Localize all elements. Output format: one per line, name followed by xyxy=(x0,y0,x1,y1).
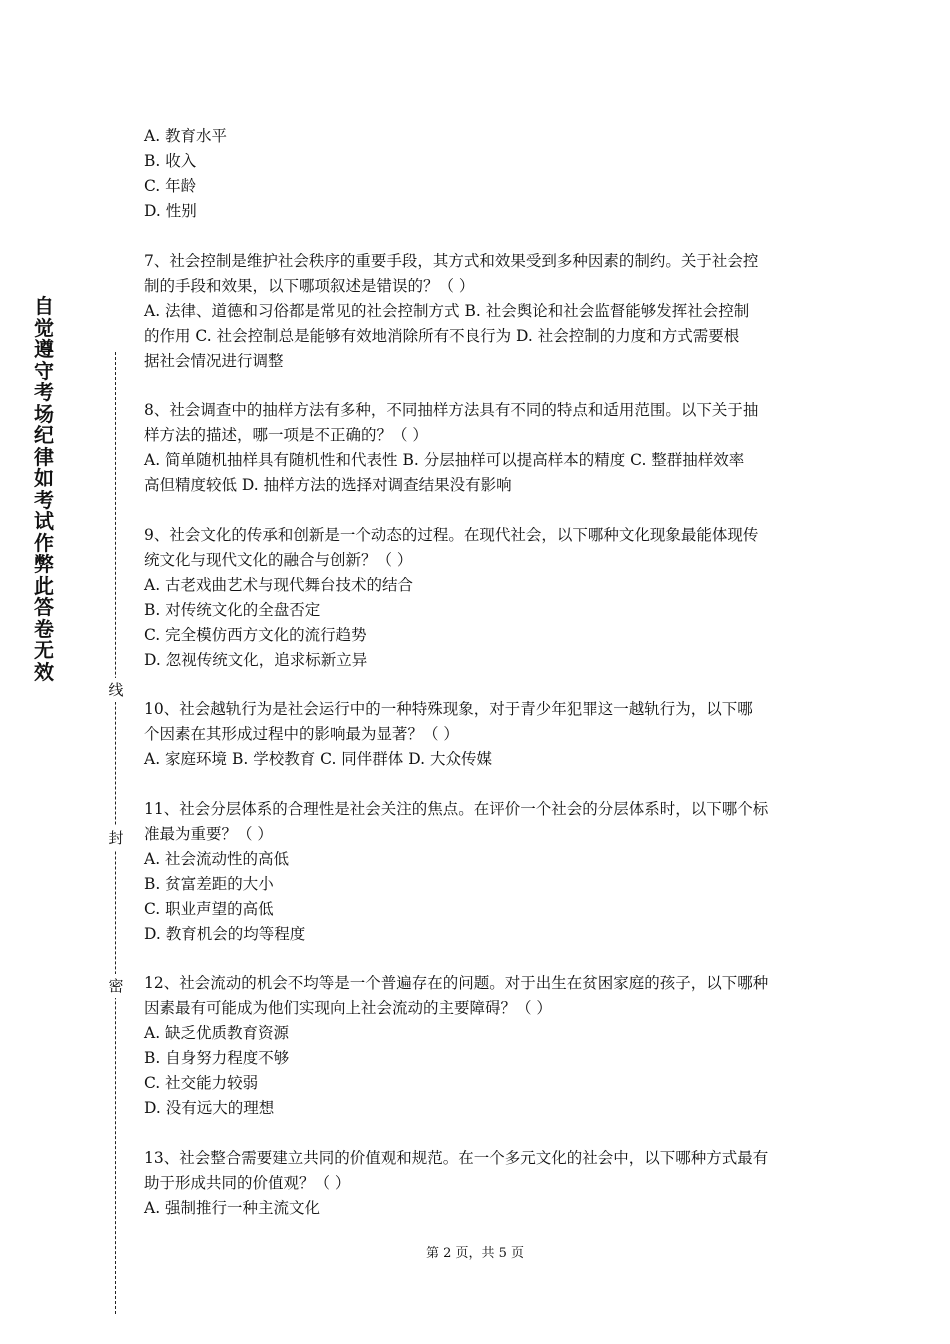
question-options-continued xyxy=(144,124,810,224)
text-line: A. 法律、道德和习俗都是常见的社会控制方式 B. 社会舆论和社会监督能够发挥社会控制 xyxy=(144,301,750,320)
text-line: 7、社会控制是维护社会秩序的重要手段，其方式和效果受到多种因素的制约。关于社会控 xyxy=(144,251,759,270)
text-line: D. 没有远大的理想 xyxy=(144,1099,275,1117)
text-line: D. 性别 xyxy=(144,202,197,220)
block-spacer xyxy=(144,673,810,698)
text-line: B. 贫富差距的大小 xyxy=(144,874,274,893)
question-block xyxy=(144,398,810,498)
text-line: C. 社交能力较弱 xyxy=(144,1074,259,1092)
text-line: A. 社会流动性的高低 xyxy=(144,849,290,868)
question-content xyxy=(144,124,810,1221)
text-line: C. 完全模仿西方文化的流行趋势 xyxy=(144,625,367,644)
text-line: B. 自身努力程度不够 xyxy=(144,1049,290,1067)
block-spacer xyxy=(144,947,810,972)
block-spacer xyxy=(144,772,810,797)
text-line: A. 简单随机抽样具有随机性和代表性 B. 分层抽样可以提高样本的精度 C. 整群抽样效率 xyxy=(144,451,745,469)
block-spacer xyxy=(144,224,810,249)
text-line: 11、社会分层体系的合理性是社会关注的焦点。在评价一个社会的分层体系时，以下哪个标 xyxy=(144,799,769,818)
binding-mark-secret: 密 xyxy=(105,974,127,998)
text-line: A. 强制推行一种主流文化 xyxy=(144,1198,321,1217)
text-line: B. 对传统文化的全盘否定 xyxy=(144,600,321,619)
text-line: C. 职业声望的高低 xyxy=(144,899,274,918)
block-spacer xyxy=(144,498,810,523)
text-line: A. 教育水平 xyxy=(144,127,228,145)
text-line: 样方法的描述，哪一项是不正确的？（ ） xyxy=(144,426,428,444)
text-line: 9、社会文化的传承和创新是一个动态的过程。在现代社会，以下哪种文化现象最能体现传 xyxy=(144,525,759,544)
text-line: 高但精度较低 D. 抽样方法的选择对调查结果没有影响 xyxy=(144,476,512,494)
text-line: 个因素在其形成过程中的影响最为显著？（ ） xyxy=(144,725,459,743)
text-line: A. 家庭环境 B. 学校教育 C. 同伴群体 D. 大众传媒 xyxy=(144,750,492,768)
question-block xyxy=(144,523,810,673)
block-spacer xyxy=(144,374,810,399)
text-line: A. 缺乏优质教育资源 xyxy=(144,1024,290,1042)
question-block xyxy=(144,1146,810,1221)
text-line: 的作用 C. 社会控制总是能够有效地消除所有不良行为 D. 社会控制的力度和方式需要根 xyxy=(144,326,740,345)
text-line: A. 古老戏曲艺术与现代舞台技术的结合 xyxy=(144,575,414,594)
text-line: 据社会情况进行调整 xyxy=(144,351,284,370)
text-line: 制的手段和效果，以下哪项叙述是错误的？（ ） xyxy=(144,276,475,295)
text-line: C. 年龄 xyxy=(144,177,197,195)
binding-mark-seal: 封 xyxy=(105,826,127,850)
text-line: B. 收入 xyxy=(144,152,197,170)
question-block xyxy=(144,971,810,1121)
binding-mark-line: 线 xyxy=(105,678,127,702)
text-line: 12、社会流动的机会不均等是一个普遍存在的问题。对于出生在贫困家庭的孩子，以下哪种 xyxy=(144,974,769,992)
text-line: 8、社会调查中的抽样方法有多种，不同抽样方法具有不同的特点和适用范围。以下关于抽 xyxy=(144,401,759,419)
text-line: D. 忽视传统文化，追求标新立异 xyxy=(144,650,368,669)
text-line: 助于形成共同的价值观？（ ） xyxy=(144,1173,351,1192)
text-line: 准最为重要？（ ） xyxy=(144,824,273,843)
text-line: 因素最有可能成为他们实现向上社会流动的主要障碍？（ ） xyxy=(144,999,552,1017)
page-footer: 第 2 页，共 5 页 xyxy=(425,1246,525,1261)
text-line: 10、社会越轨行为是社会运行中的一种特殊现象，对于青少年犯罪这一越轨行为，以下哪 xyxy=(144,700,753,718)
text-line: D. 教育机会的均等程度 xyxy=(144,924,306,943)
question-block xyxy=(144,797,810,947)
text-line: 统文化与现代文化的融合与创新？（ ） xyxy=(144,550,413,569)
block-spacer xyxy=(144,1121,810,1146)
question-block xyxy=(144,249,810,374)
text-line: 13、社会整合需要建立共同的价值观和规范。在一个多元文化的社会中，以下哪种方式最有 xyxy=(144,1148,769,1167)
question-block xyxy=(144,697,810,772)
exam-discipline-slogan: 自觉遵守考场纪律如考试作弊此答卷无效 xyxy=(34,294,54,684)
